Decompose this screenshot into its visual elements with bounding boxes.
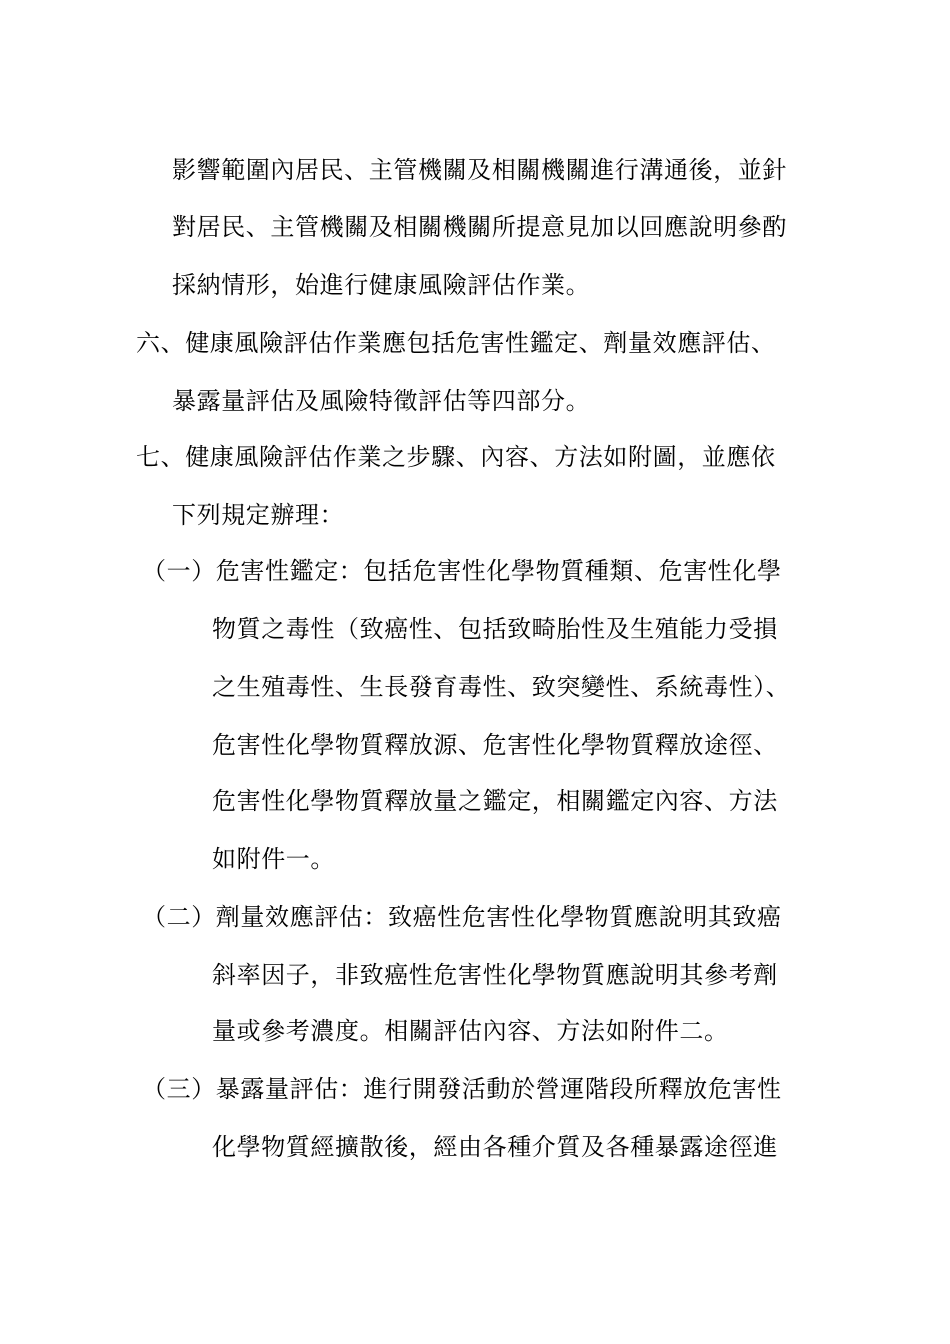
item-six-line: 暴露量評估及風險特徵評估等四部分。 <box>172 387 591 415</box>
item-seven-line: 七、健康風險評估作業之步驟、內容、方法如附圖，並應依 <box>136 443 776 471</box>
subitem-one-line: 物質之毒性（致癌性、包括致畸胎性及生殖能力受損 <box>212 615 778 643</box>
item-seven-line: 下列規定辦理： <box>172 501 345 529</box>
subitem-one-line: 之生殖毒性、生長發育毒性、致突變性、系統毒性）、 <box>212 673 791 701</box>
subitem-one-line: 危害性化學物質釋放源、危害性化學物質釋放途徑、 <box>212 731 778 759</box>
item-six-line: 六、健康風險評估作業應包括危害性鑑定、劑量效應評估、 <box>136 329 776 357</box>
subitem-one-line: 危害性化學物質釋放量之鑑定，相關鑑定內容、方法 <box>212 787 778 815</box>
subitem-one-line: （一）危害性鑑定：包括危害性化學物質種類、危害性化學 <box>142 557 782 585</box>
paragraph-line: 採納情形，始進行健康風險評估作業。 <box>172 271 591 299</box>
paragraph-line: 對居民、主管機關及相關機關所提意見加以回應說明參酌 <box>172 213 787 241</box>
subitem-two-line: （二）劑量效應評估：致癌性危害性化學物質應說明其致癌 <box>142 903 782 931</box>
paragraph-line: 影響範圍內居民、主管機關及相關機關進行溝通後，並針 <box>172 156 787 184</box>
subitem-three-line: （三）暴露量評估：進行開發活動於營運階段所釋放危害性 <box>142 1075 782 1103</box>
subitem-three-line: 化學物質經擴散後，經由各種介質及各種暴露途徑進 <box>212 1133 778 1161</box>
subitem-two-line: 量或參考濃度。相關評估內容、方法如附件二。 <box>212 1017 729 1045</box>
subitem-two-line: 斜率因子，非致癌性危害性化學物質應說明其參考劑 <box>212 961 778 989</box>
subitem-one-line: 如附件一。 <box>212 845 335 873</box>
